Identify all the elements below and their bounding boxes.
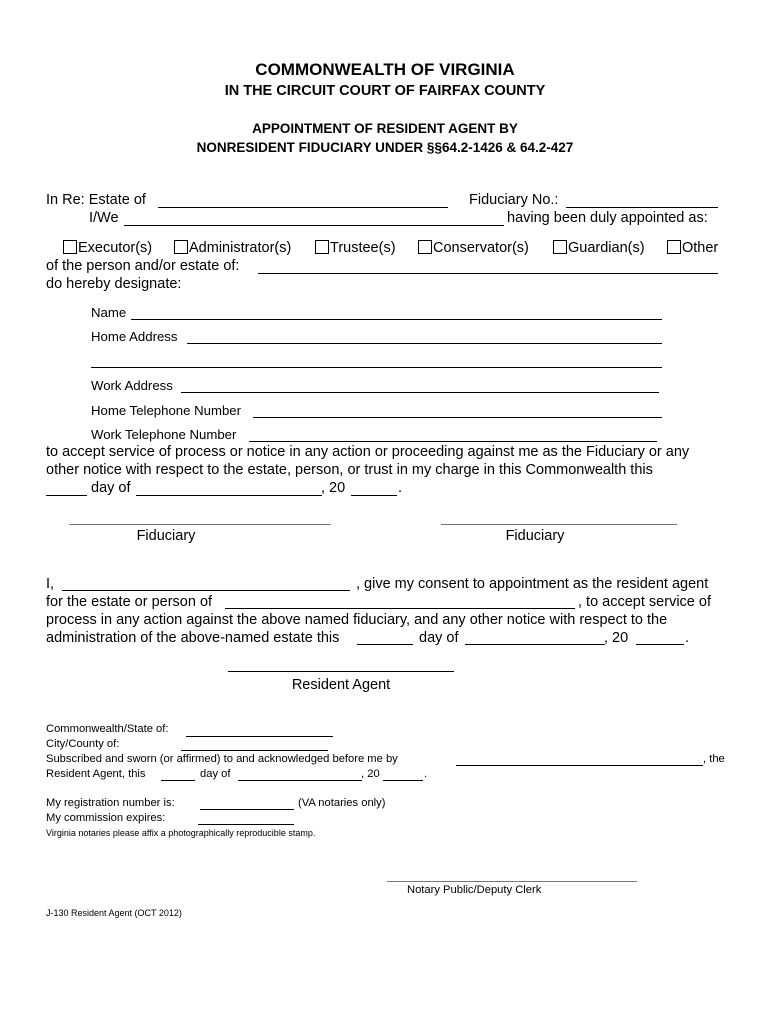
- stamp-note: Virginia notaries please affix a photographically reproducible stamp.: [46, 828, 316, 838]
- in-re-label: In Re: Estate of: [46, 192, 146, 208]
- consent-day-field[interactable]: [357, 644, 413, 645]
- executor-checkbox[interactable]: [63, 240, 77, 254]
- resident-agent-name-field[interactable]: [62, 590, 350, 591]
- fiduciary-signature-2-field[interactable]: [441, 524, 677, 525]
- agent-name-field[interactable]: [131, 319, 662, 320]
- trustee-checkbox[interactable]: [315, 240, 329, 254]
- home-phone-label: Home Telephone Number: [91, 403, 242, 418]
- form-title-line-2: NONRESIDENT FIDUCIARY UNDER §§64.2-1426 & 64.2-427: [196, 140, 574, 155]
- commission-label: My commission expires:: [46, 812, 166, 824]
- subscribed-text: Subscribed and sworn (or affirmed) to and acknowledged before me by: [46, 753, 398, 765]
- fiduciary-label-1: Fiduciary: [136, 528, 196, 544]
- consent-line-3: process in any action against the above named fiduciary, and any other notice with respect to the: [46, 612, 668, 628]
- county-field[interactable]: [181, 750, 328, 751]
- registration-label: My registration number is:: [46, 797, 175, 809]
- service-month-field[interactable]: [136, 495, 322, 496]
- designate-label: do hereby designate:: [46, 276, 182, 292]
- notary-day-field[interactable]: [161, 780, 195, 781]
- home-address-label: Home Address: [91, 329, 178, 344]
- consent-give-text: , give my consent to appointment as the resident agent: [356, 576, 709, 592]
- service-period: .: [398, 480, 403, 496]
- person-estate-field[interactable]: [258, 273, 718, 274]
- home-address-field[interactable]: [187, 343, 662, 344]
- role-administrator[interactable]: Administrator(s): [174, 240, 291, 256]
- consent-estate-field[interactable]: [225, 608, 575, 609]
- court-name: IN THE CIRCUIT COURT OF FAIRFAX COUNTY: [224, 83, 546, 99]
- service-year-label: , 20: [321, 480, 346, 496]
- conservator-checkbox[interactable]: [418, 240, 432, 254]
- form-id: J-130 Resident Agent (OCT 2012): [46, 908, 182, 918]
- notary-clerk-label: Notary Public/Deputy Clerk: [407, 884, 542, 896]
- consent-period: .: [685, 630, 690, 646]
- service-year-field[interactable]: [351, 495, 397, 496]
- notary-year-label: , 20: [361, 768, 380, 780]
- consent-month-field[interactable]: [465, 644, 605, 645]
- notary-period: .: [424, 768, 428, 780]
- administrator-checkbox[interactable]: [174, 240, 188, 254]
- other-checkbox[interactable]: [667, 240, 681, 254]
- work-address-field[interactable]: [181, 392, 659, 393]
- notary-day-of-label: day of: [200, 768, 231, 780]
- consent-year-field[interactable]: [636, 644, 684, 645]
- fiduciary-names-field[interactable]: [124, 225, 504, 226]
- registration-number-field[interactable]: [200, 809, 294, 810]
- consent-i-label: I,: [46, 576, 55, 592]
- fiduciary-no-field[interactable]: [566, 207, 718, 208]
- notary-year-field[interactable]: [383, 780, 423, 781]
- notary-month-field[interactable]: [238, 780, 362, 781]
- document-title: COMMONWEALTH OF VIRGINIA: [255, 60, 515, 79]
- consent-day-of-label: day of: [419, 630, 459, 646]
- guardian-checkbox[interactable]: [553, 240, 567, 254]
- notary-signature-field[interactable]: [387, 881, 637, 882]
- service-text-line-2: other notice with respect to the estate, person, or trust in my charge in this Commonwealth this: [46, 462, 653, 478]
- role-other[interactable]: Other: [667, 240, 718, 256]
- commission-expires-field[interactable]: [198, 824, 294, 825]
- service-day-of-label: day of: [91, 480, 131, 496]
- state-field[interactable]: [186, 736, 333, 737]
- resident-agent-signature-field[interactable]: [228, 671, 454, 672]
- resident-agent-this-label: Resident Agent, this: [46, 768, 146, 780]
- sworn-by-field[interactable]: [456, 765, 703, 766]
- fiduciary-label-2: Fiduciary: [505, 528, 565, 544]
- fiduciary-signature-1-field[interactable]: [69, 524, 331, 525]
- role-executor[interactable]: Executor(s): [63, 240, 152, 256]
- home-phone-field[interactable]: [253, 417, 662, 418]
- for-estate-label: for the estate or person of: [46, 594, 213, 610]
- work-phone-field[interactable]: [249, 441, 657, 442]
- role-conservator[interactable]: Conservator(s): [418, 240, 529, 256]
- person-estate-label: of the person and/or estate of:: [46, 258, 240, 274]
- home-address-line-2-field[interactable]: [91, 367, 662, 368]
- resident-agent-label: Resident Agent: [291, 677, 391, 693]
- service-text-line-1: to accept service of process or notice in any action or proceeding against me as the Fiduciary or any: [46, 444, 690, 460]
- name-label: Name: [91, 305, 127, 320]
- form-title-line-1: APPOINTMENT OF RESIDENT AGENT BY: [252, 121, 518, 136]
- estate-name-field[interactable]: [158, 207, 448, 208]
- state-label: Commonwealth/State of:: [46, 723, 169, 735]
- fiduciary-no-label: Fiduciary No.:: [469, 192, 559, 208]
- the-label: , the: [703, 753, 725, 765]
- work-phone-label: Work Telephone Number: [91, 427, 237, 442]
- service-day-field[interactable]: [46, 495, 87, 496]
- consent-line-4: administration of the above-named estate this: [46, 630, 340, 646]
- iwe-label: I/We: [89, 210, 119, 226]
- work-address-label: Work Address: [91, 378, 173, 393]
- county-label: City/County of:: [46, 738, 120, 750]
- role-trustee[interactable]: Trustee(s): [315, 240, 396, 256]
- va-notaries-only-note: (VA notaries only): [298, 797, 386, 809]
- role-guardian[interactable]: Guardian(s): [553, 240, 645, 256]
- accept-service-text: , to accept service of: [578, 594, 711, 610]
- appointed-label: having been duly appointed as:: [507, 210, 708, 226]
- consent-year-label: , 20: [604, 630, 629, 646]
